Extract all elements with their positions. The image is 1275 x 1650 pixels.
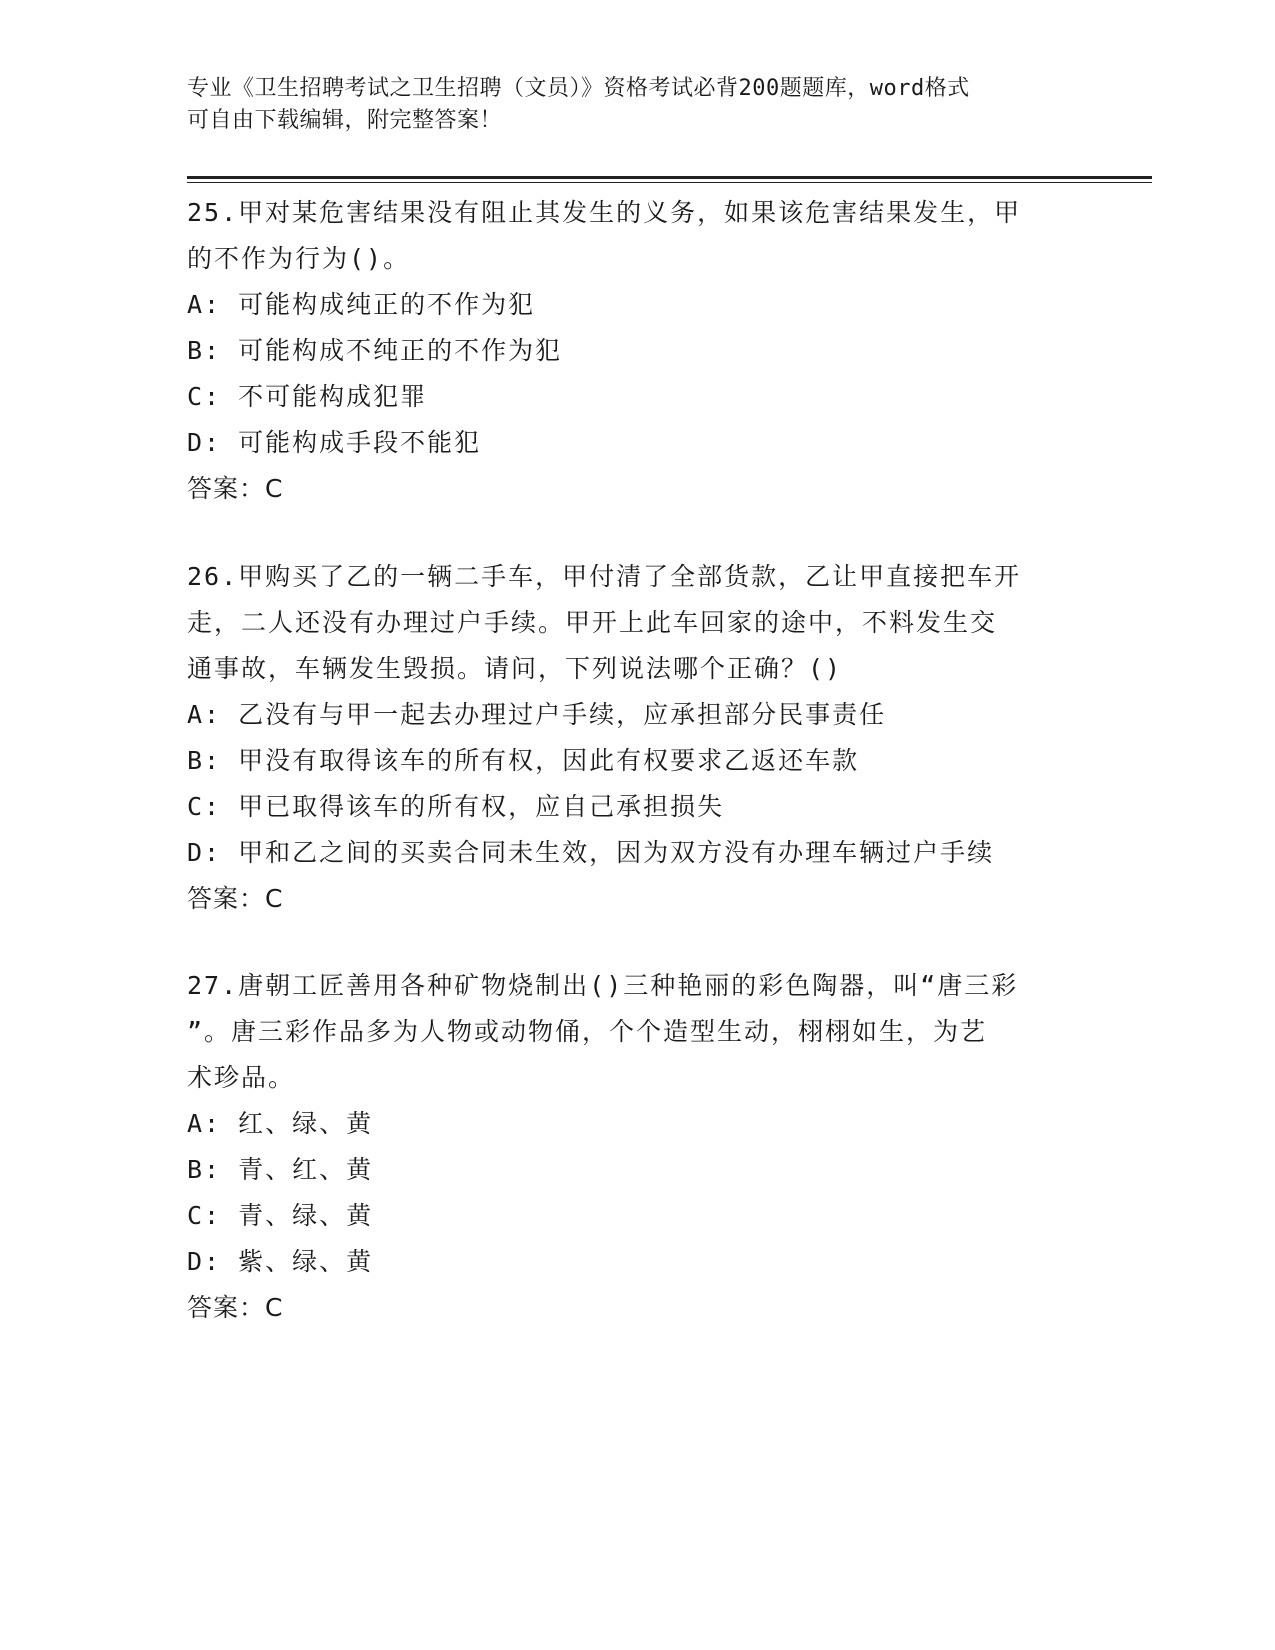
header-divider-thick [187, 176, 1152, 179]
header-line-2: 可自由下载编辑，附完整答案！ [187, 108, 503, 133]
answer-line: 答案：C [187, 1293, 284, 1322]
option-b: B: 甲没有取得该车的所有权，因此有权要求乙返还车款 [187, 746, 860, 775]
question-stem-line: 27.唐朝工匠善用各种矿物烧制出()三种艳丽的彩色陶器，叫“唐三彩 [187, 971, 1019, 1000]
question-26 [187, 554, 1087, 922]
question-stem-line: 25.甲对某危害结果没有阻止其发生的义务，如果该危害结果发生，甲 [187, 198, 1022, 227]
option-b: B: 青、红、黄 [187, 1155, 374, 1184]
option-c: C: 不可能构成犯罪 [187, 382, 428, 411]
answer-line: 答案：C [187, 884, 284, 913]
option-d: D: 甲和乙之间的买卖合同未生效，因为双方没有办理车辆过户手续 [187, 838, 995, 867]
option-a: A: 可能构成纯正的不作为犯 [187, 290, 536, 319]
question-stem-line: 术珍品。 [187, 1063, 296, 1092]
header-line-1: 专业《卫生招聘考试之卫生招聘（文员）》资格考试必背200题题库，word格式 [187, 76, 970, 101]
option-d: D: 紫、绿、黄 [187, 1247, 374, 1276]
option-b: B: 可能构成不纯正的不作为犯 [187, 336, 563, 365]
document-header [187, 73, 1087, 137]
option-c: C: 甲已取得该车的所有权，应自己承担损失 [187, 792, 725, 821]
header-divider-thin [187, 182, 1152, 183]
option-a: A: 红、绿、黄 [187, 1109, 374, 1138]
question-27 [187, 963, 1087, 1331]
question-stem-line: ”。唐三彩作品多为人物或动物俑，个个造型生动，栩栩如生，为艺 [187, 1017, 988, 1046]
question-stem-line: 走，二人还没有办理过户手续。甲开上此车回家的途中，不料发生交 [187, 608, 998, 637]
answer-line: 答案：C [187, 474, 284, 503]
option-d: D: 可能构成手段不能犯 [187, 428, 482, 457]
question-stem-line: 26.甲购买了乙的一辆二手车，甲付清了全部货款，乙让甲直接把车开 [187, 562, 1022, 591]
question-stem-line: 通事故，车辆发生毁损。请问，下列说法哪个正确？() [187, 654, 843, 683]
option-a: A: 乙没有与甲一起去办理过户手续，应承担部分民事责任 [187, 700, 887, 729]
option-c: C: 青、绿、黄 [187, 1201, 374, 1230]
question-stem-line: 的不作为行为()。 [187, 244, 411, 273]
question-25 [187, 190, 1087, 512]
